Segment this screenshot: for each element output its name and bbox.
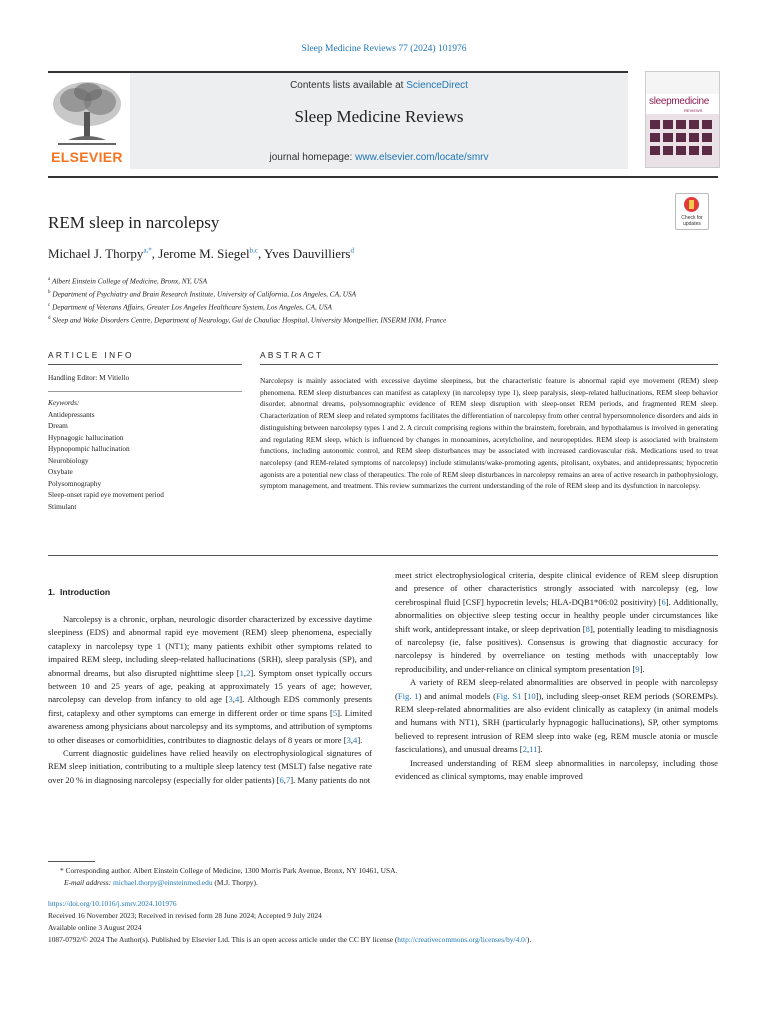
- abstract-heading: ABSTRACT: [260, 350, 324, 360]
- affiliation-item: [48, 287, 446, 300]
- reference-link[interactable]: 5: [332, 707, 338, 718]
- affiliations-list: [48, 274, 446, 326]
- cover-tile: [663, 120, 673, 129]
- body-column-right: [395, 569, 718, 784]
- cover-tile: [689, 146, 699, 155]
- cover-tile: [676, 133, 686, 142]
- affiliation-key: b: [48, 290, 51, 296]
- cover-tile: [702, 146, 712, 155]
- keyword-item: Dream: [48, 421, 68, 430]
- author-separator: ,: [258, 246, 265, 261]
- keywords-block: [48, 397, 164, 512]
- cover-tile: [663, 133, 673, 142]
- publication-info: [48, 898, 728, 946]
- email-link[interactable]: michael.thorpy@einsteinmed.edu: [113, 878, 213, 887]
- email-line: [60, 877, 710, 889]
- keyword-item: Antidepressants: [48, 409, 95, 419]
- reference-link[interactable]: 9: [635, 663, 640, 674]
- affiliation-text: Sleep and Wake Disorders Centre, Department of Neurology, Gui de Chauliac Hospital, University Montpellier, INSERM INM, France: [52, 315, 447, 325]
- affiliation-text: Department of Veterans Affairs, Greater Los Angeles Healthcare System, Los Angeles, CA, USA: [52, 302, 333, 312]
- footnote-rule: [48, 861, 95, 862]
- affiliation-item: [48, 300, 446, 313]
- corresponding-author-text: * Corresponding author. Albert Einstein College of Medicine, 1300 Morris Park Avenue, Bronx, NY 10461, USA.: [60, 866, 398, 875]
- cover-tile: [689, 133, 699, 142]
- cover-tile: [650, 120, 660, 129]
- author-affiliation-marker[interactable]: d: [350, 246, 354, 255]
- reference-link[interactable]: 6: [661, 596, 666, 607]
- reference-link[interactable]: 10: [527, 690, 536, 701]
- journal-cover-thumbnail[interactable]: [645, 71, 720, 168]
- tree-icon: [48, 78, 126, 148]
- affiliation-key: c: [48, 303, 51, 309]
- received-dates: Received 16 November 2023; Received in revised form 28 June 2024; Accepted 9 July 2024: [48, 910, 322, 920]
- check-updates-label: Check for updates: [681, 215, 703, 227]
- cover-tile: [676, 146, 686, 155]
- cover-title: sleepmedicine: [649, 96, 710, 107]
- article-title: REM sleep in narcolepsy: [48, 213, 220, 232]
- journal-citation[interactable]: Sleep Medicine Reviews 77 (2024) 101976: [301, 44, 467, 54]
- keyword-item: Hypnopompic hallucination: [48, 444, 130, 453]
- article-info-rule: [48, 364, 242, 365]
- section-divider: [48, 555, 718, 556]
- author-name[interactable]: Yves Dauvilliers: [264, 246, 351, 261]
- affiliation-item: [48, 313, 446, 326]
- cover-tile: [689, 120, 699, 129]
- affiliation-key: a: [48, 277, 51, 282]
- elsevier-wordmark[interactable]: ELSEVIER: [51, 149, 123, 165]
- body-paragraph: A variety of REM sleep-related abnormalities are observed in people with narcolepsy (Fig. 1) and animal models (Fig. S1 [10]), including sleep-onset REM periods (SOREMPs). REM sleep-related abnormalities are also evident clinically as cataplexy (in animal models and humans with NT1), SRH (particularly hypnagogic hallucinations), SP, other symptoms believed to represent intrusion of REM sleep into wake (eg, REM muscle atonia or muscle fasciculations), and unusual dreams [2,11].: [395, 677, 719, 755]
- reference-link[interactable]: 6: [279, 774, 284, 785]
- contents-prefix: Contents lists available at: [290, 80, 407, 91]
- figure-link[interactable]: Fig. 1: [397, 690, 419, 701]
- abstract-rule: [260, 364, 718, 365]
- keywords-rule: [48, 391, 242, 392]
- reference-link[interactable]: 2: [522, 744, 527, 755]
- reference-link[interactable]: 3: [228, 694, 233, 705]
- available-online: Available online 3 August 2024: [48, 922, 142, 932]
- keyword-item: Polysomnography: [48, 478, 102, 488]
- section-title: Introduction: [59, 587, 111, 597]
- doi-link[interactable]: https://doi.org/10.1016/j.smrv.2024.101976: [48, 899, 177, 908]
- author-list: [48, 246, 354, 262]
- author-separator: ,: [151, 246, 159, 261]
- cover-top-band: [646, 72, 719, 94]
- reference-link[interactable]: 7: [285, 774, 291, 785]
- reference-link[interactable]: 4: [234, 694, 240, 705]
- author-name[interactable]: Michael J. Thorpy: [48, 246, 144, 261]
- reference-link[interactable]: 2: [246, 667, 251, 678]
- journal-title: Sleep Medicine Reviews: [294, 107, 464, 126]
- homepage-line: [130, 152, 628, 163]
- reference-link[interactable]: 8: [585, 623, 590, 634]
- keywords-label: Keywords:: [48, 398, 80, 407]
- reference-link[interactable]: 3: [346, 734, 351, 745]
- contents-line: [130, 80, 628, 91]
- section-number: 1.: [48, 587, 56, 597]
- author-affiliation-marker[interactable]: a,*: [143, 246, 152, 255]
- affiliation-text: Albert Einstein College of Medicine, Bronx, NY, USA: [51, 276, 208, 286]
- bookmark-icon: [689, 200, 694, 209]
- body-column-left: [48, 613, 372, 787]
- header-rule-bottom: [48, 176, 718, 178]
- figure-link[interactable]: Fig. S1: [495, 690, 522, 701]
- cover-tile: [702, 133, 712, 142]
- journal-homepage-link[interactable]: www.elsevier.com/locate/smrv: [355, 152, 489, 163]
- cover-tile: [702, 120, 712, 129]
- article-info-heading: ARTICLE INFO: [48, 350, 134, 360]
- copyright-line: 1087-0792/© 2024 The Author(s). Published by Elsevier Ltd. This is an open access article under the CC BY license (http://creativecommons.org/licenses/by/4.0/).: [48, 934, 532, 944]
- abstract-text: Narcolepsy is mainly associated with excessive daytime sleepiness, but the characteristic feature is abnormal rapid eye movement (REM) sleep phenomena. REM sleep disturbances can manifest as cataplexy (in narcolepsy type 1), sleep paralysis, sleep-related hallucinations, REM sleep behavior disorder, abnormal dreams, polysomnographic evidence of REM sleep disruption with sleep-onset REM periods, and fragmented REM sleep. Characterization of REM sleep and related symptoms facilitates the differentiation of narcolepsy from other central hypersomnolence disorders and aids in distinguishing between narcolepsy types 1 and 2. A circuit comprising regions within the brainstem, forebrain, and hypothalamus is involved in generating and regulating REM sleep, which is influenced by changes in monoamines, acetylcholine, and neuropeptides. REM sleep is associated with brainstem functions, including autonomic control, and REM sleep disturbances may be associated with increased cardiovascular risk. Medications used to treat narcolepsy (and REM-related symptoms of narcolepsy) include stimulants/wake-promoting agents, pitolisant, oxybates, and antidepressants; hypocretin agonists are a potential new class of therapeutics. The role of REM sleep disturbances in narcolepsy remains an area of active research in pathophysiology, symptom management, and treatment. This review summarizes the current understanding of the role of REM sleep and its dysfunction in narcolepsy.: [260, 376, 718, 491]
- email-label: E-mail address:: [64, 878, 113, 887]
- handling-editor: Handling Editor: M Vitiello: [48, 373, 130, 382]
- cover-tile: [676, 120, 686, 129]
- body-paragraph: Increased understanding of REM sleep abnormalities in narcolepsy, including those evidenced as clinical symptoms, may enable improved: [395, 757, 718, 782]
- cover-tile: [650, 133, 660, 142]
- cover-tile: [663, 146, 673, 155]
- keyword-item: Neurobiology: [48, 455, 89, 465]
- corresponding-author-footnote: [60, 865, 710, 889]
- sciencedirect-link[interactable]: ScienceDirect: [406, 80, 468, 91]
- cover-image-band: [646, 114, 719, 167]
- cover-subtitle: REVIEWS: [684, 108, 703, 113]
- keyword-item: Sleep-onset rapid eye movement period: [48, 490, 164, 499]
- reference-link[interactable]: 1: [239, 667, 244, 678]
- license-link[interactable]: http://creativecommons.org/licenses/by/4.0/: [397, 934, 527, 944]
- keyword-item: Oxybate: [48, 467, 73, 476]
- keyword-item: Hypnagogic hallucination: [48, 432, 124, 442]
- keyword-item: Stimulant: [48, 501, 77, 511]
- affiliation-key: d: [48, 316, 51, 322]
- affiliation-item: [48, 274, 446, 287]
- reference-link[interactable]: 11: [529, 744, 538, 755]
- email-suffix: (M.J. Thorpy).: [212, 878, 258, 887]
- affiliation-text: Department of Psychiatry and Brain Research Institute, University of California, Los Angeles, CA, USA: [52, 289, 357, 299]
- body-paragraph: meet strict electrophysiological criteria, despite clinical evidence of REM sleep disruption and presence of other characteristics strongly associated with narcolepsy (eg, low cerebrospinal fluid [CSF] hypocretin levels; HLA-DQB1*06:02 positivity) [6]. Additionally, abnormalities on objective sleep testing occur in healthy people under circumstances like shift work, antidepressant intake, or sleep deprivation [8], potentially leading to misdiagnosis of narcolepsy (ie, false positives). Consensus is growing that diagnostic accuracy for narcolepsy is hindered by overreliance on testing methods with unacceptably low reproducibility, and under-reliance on clinical symptom presentation [9].: [395, 570, 718, 674]
- author-name[interactable]: Jerome M. Siegel: [158, 246, 250, 261]
- cover-tile: [650, 146, 660, 155]
- author-affiliation-marker[interactable]: b,c: [249, 246, 258, 255]
- section-heading-introduction: [48, 587, 110, 597]
- homepage-prefix: journal homepage:: [269, 152, 356, 163]
- check-for-updates-button[interactable]: [675, 193, 709, 230]
- body-paragraph: Current diagnostic guidelines have relied heavily on electrophysiological signatures of REM sleep initiation, contributing to a multiple sleep latency test (MSLT) false negative rate over 20 % in diagnosing narcolepsy (especially for older patients) [6,7]. Many patients do not: [48, 748, 372, 785]
- reference-link[interactable]: 4: [353, 734, 358, 745]
- body-paragraph: Narcolepsy is a chronic, orphan, neurologic disorder characterized by excessive daytime sleepiness (EDS) and abnormal rapid eye movement (REM) sleep phenomena, especially cataplexy in narcolepsy type 1 (NT1); many patients exhibit other symptoms related to impaired REM sleep, including sleep-related hallucinations (SRH), sleep paralysis (SP), and abnormal dreams, but also disrupted nighttime sleep [1,2]. Symptom onset typically occurs between 10 and 25 years of age, peaking at approximately 15 years of age; however, narcolepsy can develop from infancy to old age [3,4]. Although EDS commonly presents first, cataplexy and other symptoms can emerge in different order or time spans [5]. Limited awareness among physicians about narcolepsy and its symptoms, and attribution of symptoms to other diseases or comorbidities, contributes to diagnostic delays of 8 years or more [3,4].: [48, 614, 373, 745]
